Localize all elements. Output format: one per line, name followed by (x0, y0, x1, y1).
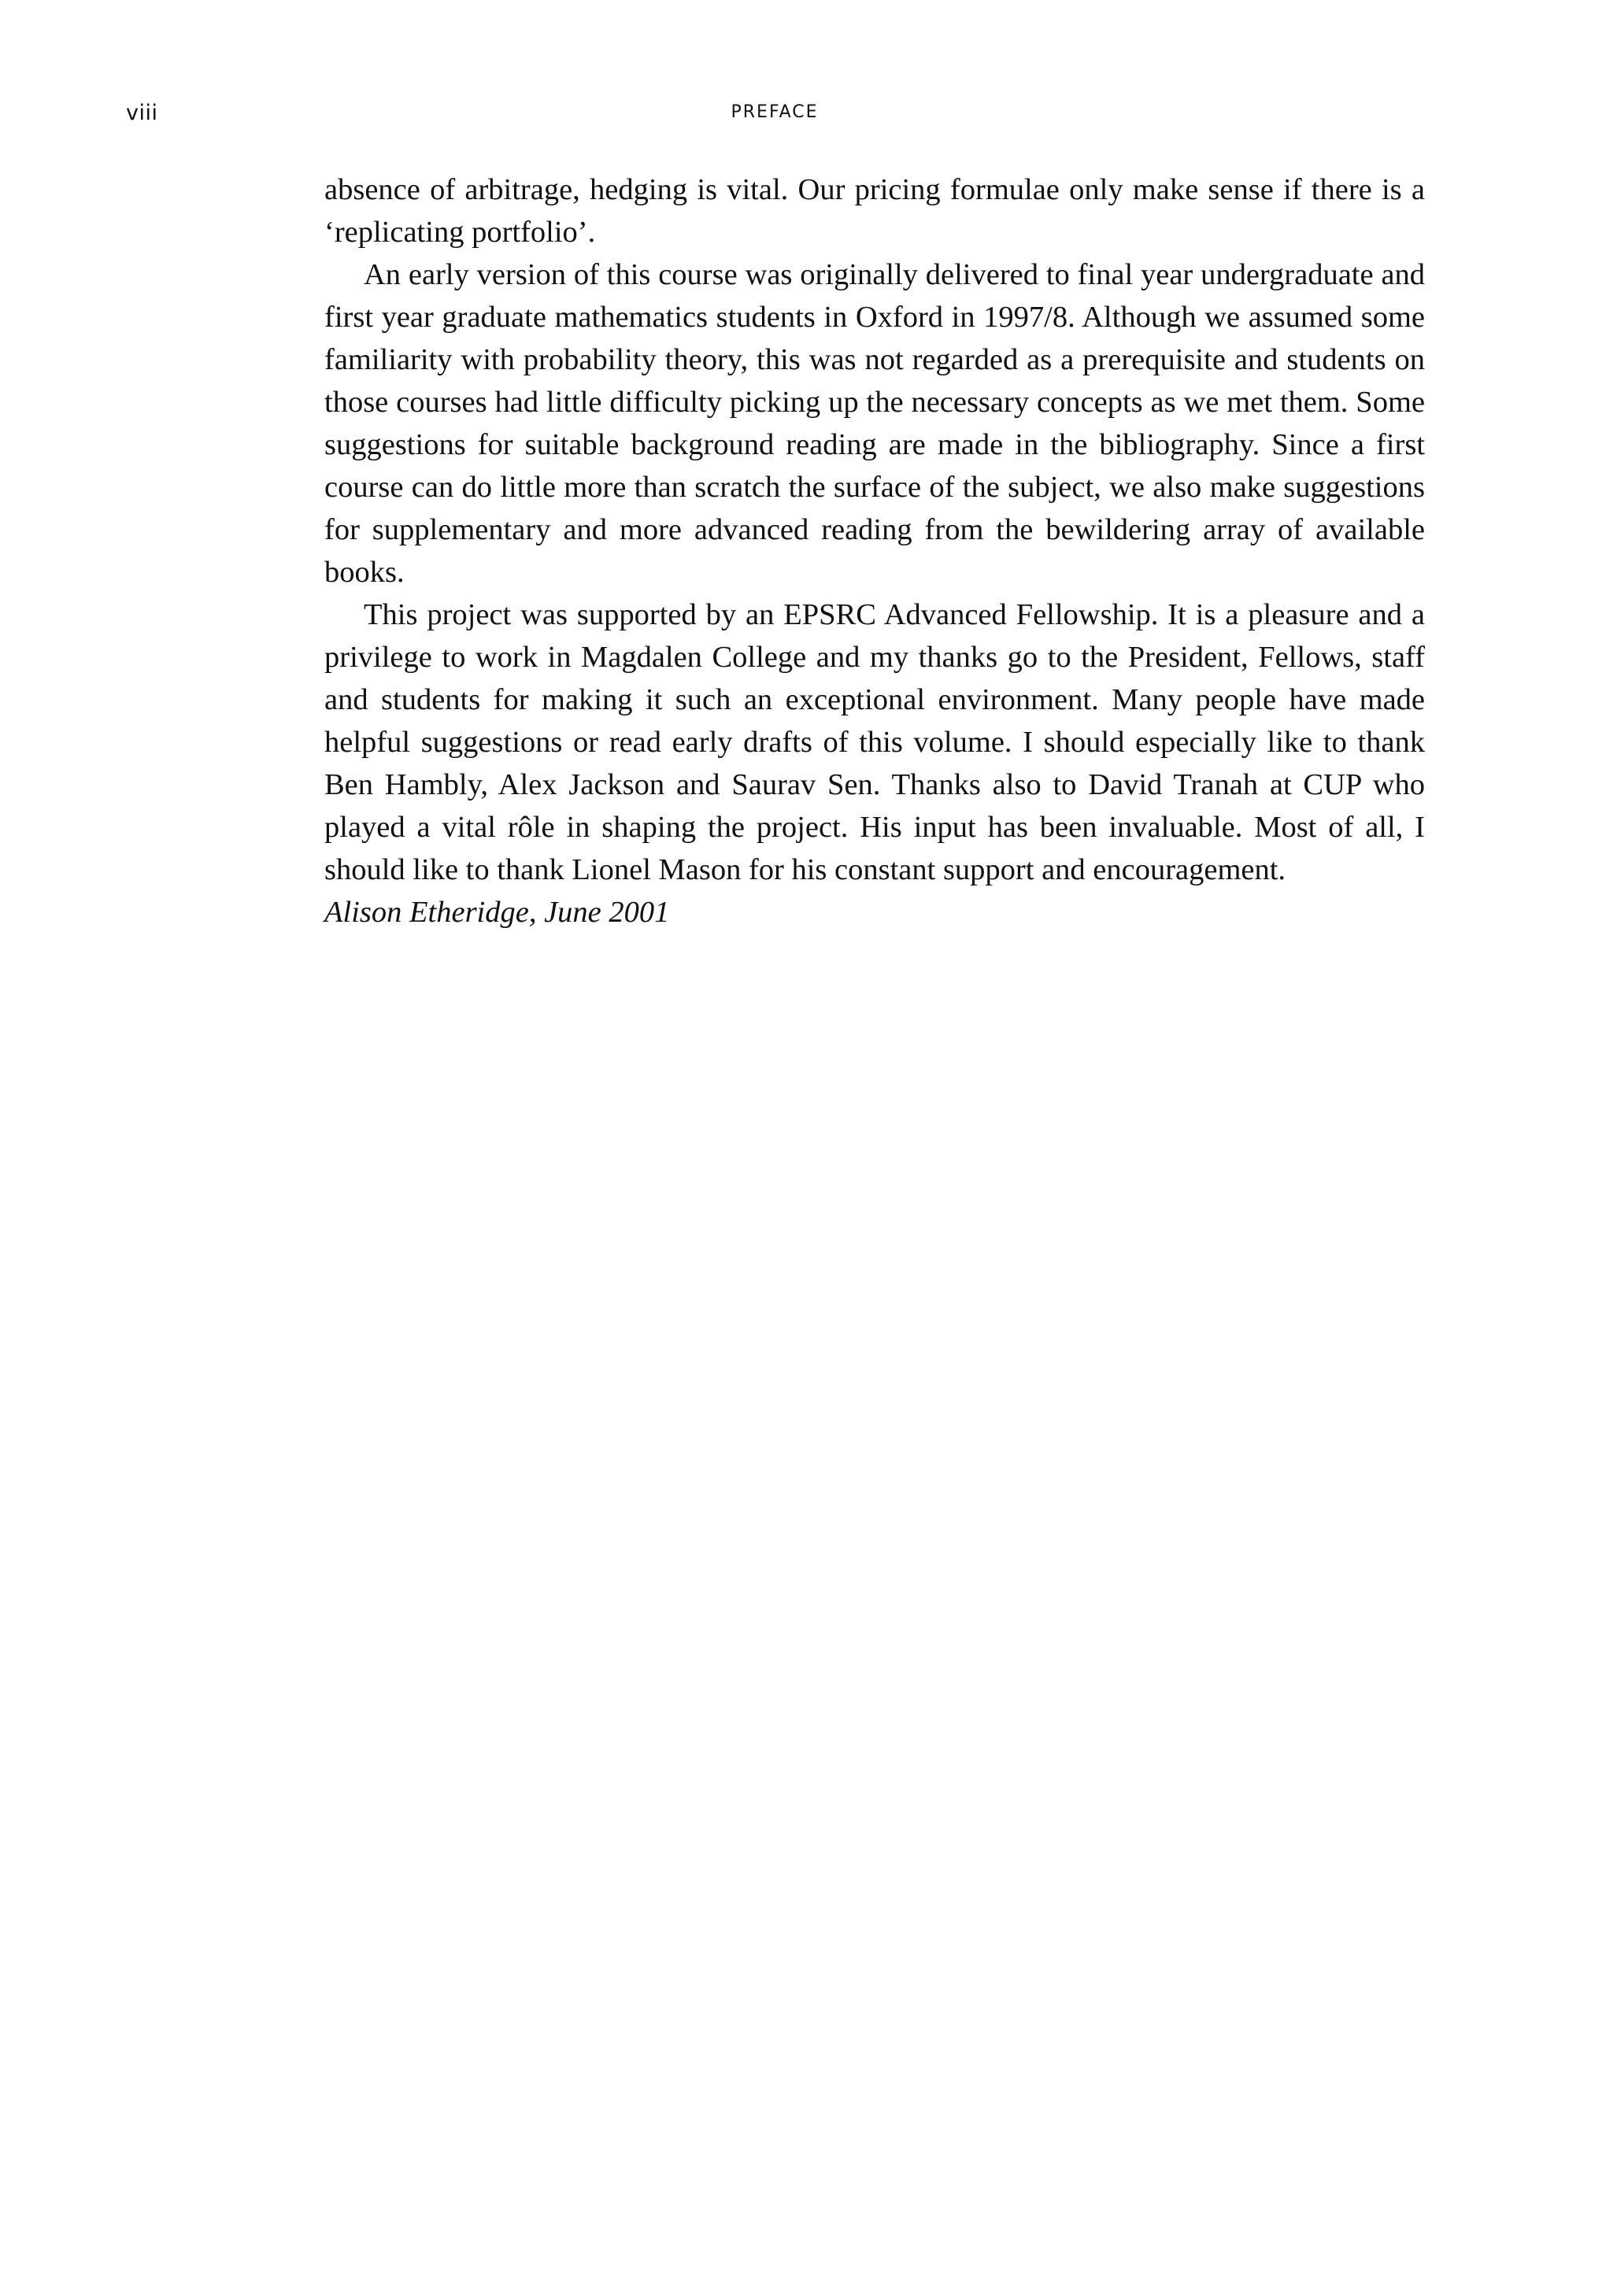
page-number: viii (126, 101, 158, 125)
section-title: PREFACE (731, 102, 819, 122)
running-head (126, 101, 1423, 132)
preface-body (324, 168, 1425, 934)
paragraph-continuation: absence of arbitrage, hedging is vital. Our pricing formulae only make sense if there is a ‘replicating portfolio’. (324, 173, 1425, 249)
paragraph-course-history: An early version of this course was originally delivered to final year undergraduate and first year graduate mathematics students in Oxford in 1997/8. Although we assumed some familiarity with probability theory, this was not regarded as a prerequisite and students on those courses had little difficulty picking up the necessary concepts as we met them. Some suggestions for suitable background reading are made in the bibliography. Since a first course can do little more than scratch the surface of the subject, we also make suggestions for supplementary and more advanced reading from the bewildering array of available books. (324, 258, 1425, 589)
author-signature: Alison Etheridge, June 2001 (324, 896, 670, 929)
paragraph-acknowledgements: This project was supported by an EPSRC Advanced Fellowship. It is a pleasure and a privilege to work in Magdalen College and my thanks go to the President, Fellows, staff and students for making it such an exceptional environment. Many people have made helpful suggestions or read early drafts of this volume. I should especially like to thank Ben Hambly, Alex Jackson and Saurav Sen. Thanks also to David Tranah at CUP who played a vital rôle in shaping the project. His input has been invaluable. Most of all, I should like to thank Lionel Mason for his constant support and encouragement. (324, 598, 1425, 886)
